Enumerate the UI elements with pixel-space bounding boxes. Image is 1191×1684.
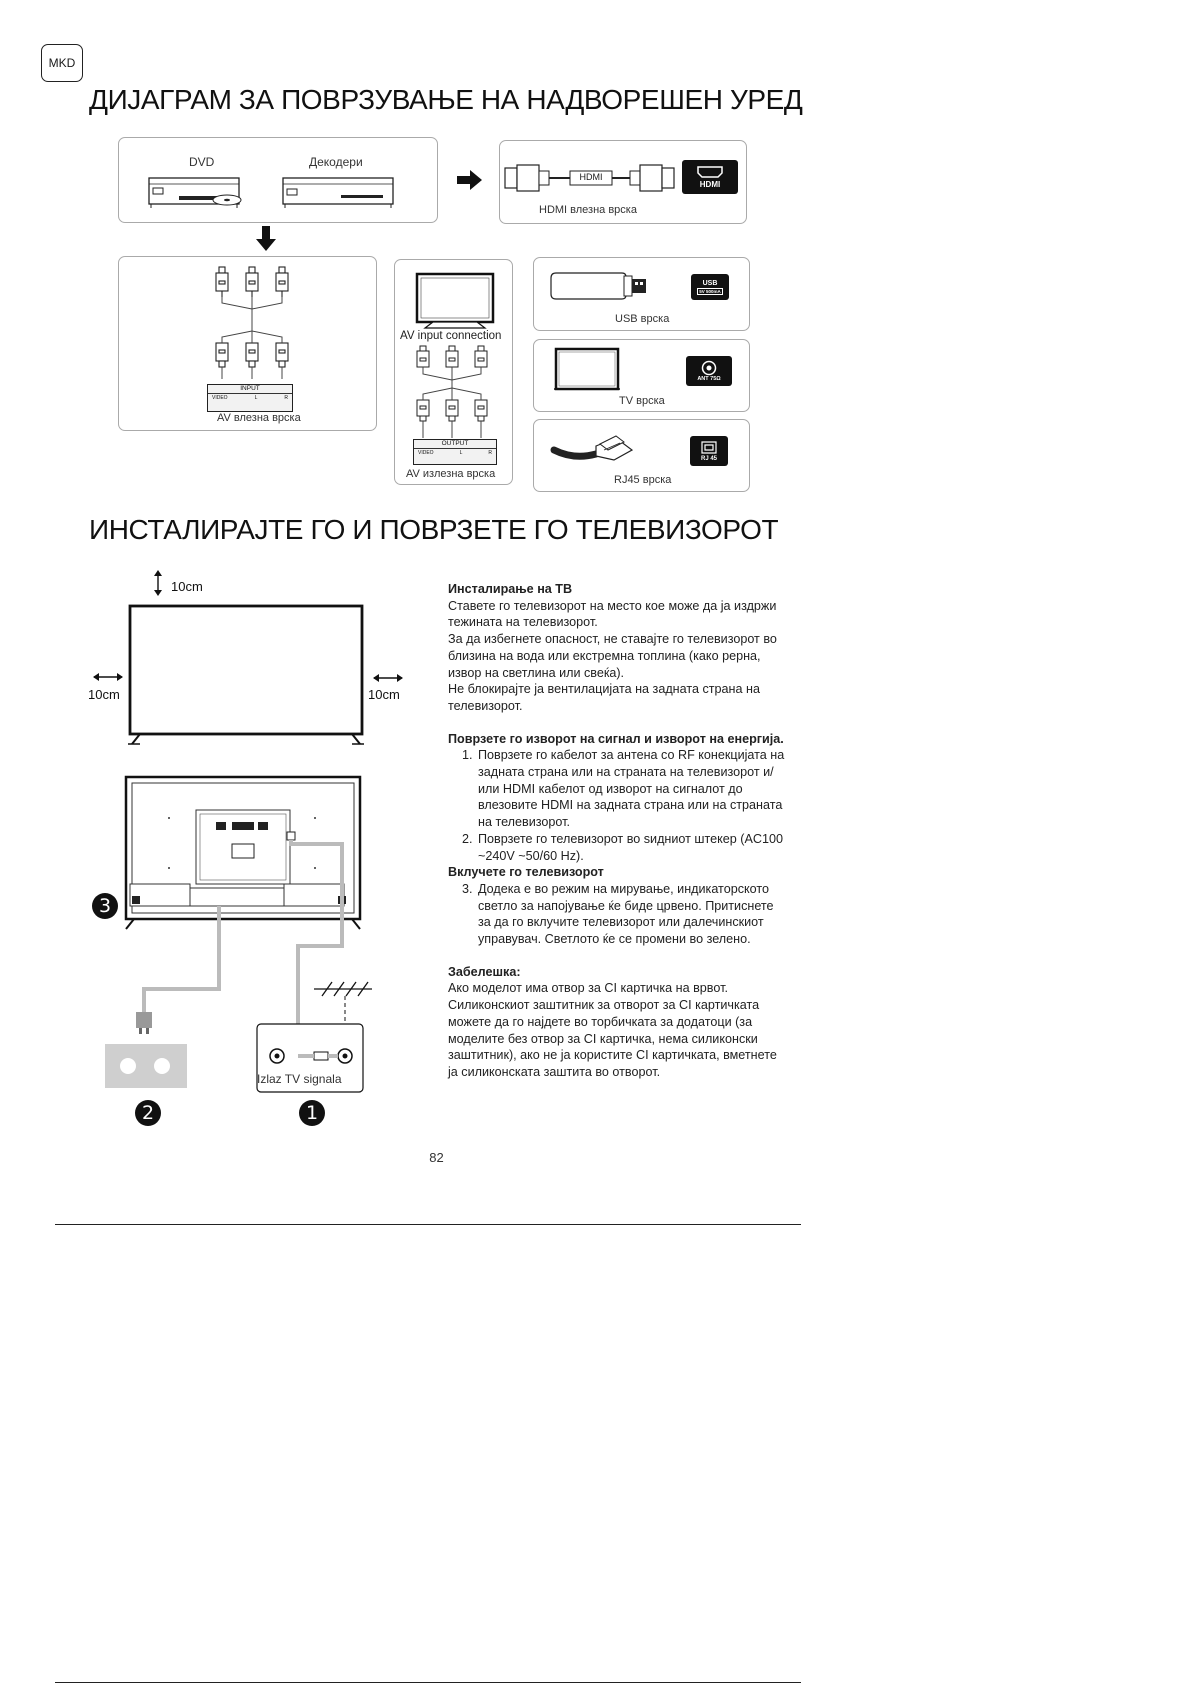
power-heading: Вклучете го телевизорот <box>448 865 604 880</box>
rj45-connection-box <box>533 419 750 492</box>
tv-caption: TV врска <box>619 395 665 407</box>
install-text: Ставете го телевизорот на место кое може да ја издржи тежината на телевизорот. За да избегнете опасност, не ставајте го телевизорот во близина на вода или екстремна топлина (како рерна, извор на светлина или свеќа). Не блокирајте ја вентилацијата на задната страна на телевизорот. <box>448 598 777 713</box>
rj45-caption: RJ45 врска <box>614 474 672 486</box>
tv-back-connection-diagram <box>92 774 392 1104</box>
av-input-box <box>118 256 377 431</box>
ethernet-port-icon <box>701 441 717 454</box>
hdmi-cable-label: HDMI <box>579 172 603 182</box>
bottom-divider <box>55 1682 801 1683</box>
av-input-panel: INPUT VIDEO L R <box>207 384 293 412</box>
hdmi-caption: HDMI влезна врска <box>539 204 637 216</box>
av-input-connection-label: AV input connection <box>400 330 502 342</box>
note-text: Ако моделот има отвор за CI картичка на врвот. Силиконскиот заштитник за отворот за CI картичката можете да го најдете во торбичката за додатоци (за моделите без отвор за CI картичка, нема силиконски заштитник), ако не ја користите CI картичката, вметнете ја силиконската заштита во отворот. <box>448 981 777 1079</box>
tv-front-clearance-diagram <box>84 570 414 760</box>
hdmi-port-icon <box>697 166 723 178</box>
page-number: 82 <box>429 1150 444 1165</box>
tv-connection-box <box>533 339 750 412</box>
rj45-port-badge: RJ 45 <box>690 436 728 466</box>
usb-connection-box <box>533 257 750 331</box>
clearance-right-label: 10cm <box>368 687 400 702</box>
arrow-down-icon <box>256 226 276 252</box>
step-1-marker: 1 <box>299 1100 325 1126</box>
section-title-connection-diagram: ДИЈАГРАМ ЗА ПОВРЗУВАЊЕ НА НАДВОРЕШЕН УРЕД <box>89 84 803 115</box>
dvd-decoder-illustration <box>119 138 439 224</box>
step-3-text: 3. Додека е во режим на мирување, индикаторското светло за напојување ќе биде црвено. Притиснете за да го вклучите телевизорот или далечинскиот управувач. Светлото ќе се промени во зелено. <box>476 881 788 948</box>
antenna-jack-icon <box>701 360 717 376</box>
language-badge: MKD <box>41 44 83 82</box>
step-3-marker: 3 <box>92 893 118 919</box>
av-output-panel: OUTPUT VIDEO L R <box>413 439 497 465</box>
antenna-port-badge: ANT 75Ω <box>686 356 732 386</box>
usb-caption: USB врска <box>615 313 670 325</box>
av-output-box <box>394 259 513 485</box>
section-title-install: ИНСТАЛИРАЈТЕ ГО И ПОВРЗЕТЕ ГО ТЕЛЕВИЗОРОТ <box>89 514 779 545</box>
instructions-column <box>448 581 788 1081</box>
arrow-right-icon <box>457 170 483 190</box>
usb-port-badge: USB 5V 500mA <box>691 274 729 300</box>
av-input-caption: AV влезна врска <box>217 412 301 424</box>
dvd-label: DVD <box>189 155 215 169</box>
page-divider <box>55 1224 801 1225</box>
step-1-text: 1. Поврзете го кабелот за антена со RF конекцијата на задната страна или на страната на телевизорот и/или HDMI кабелот од изворот на сигналот до влезовите HDMI на задната страна или на страната на телевизорот. <box>476 747 788 831</box>
av-output-caption: AV излезна врска <box>406 468 496 480</box>
clearance-left-label: 10cm <box>88 687 120 702</box>
clearance-top-label: 10cm <box>171 579 203 594</box>
step-2-text: 2. Поврзете го телевизорот во ѕидниот штекер (AC100 ~240V ~50/60 Hz). <box>476 831 788 864</box>
connect-heading: Поврзете го изворот на сигнал и изворот на енергија. <box>448 731 784 746</box>
hdmi-connection-box <box>499 140 747 224</box>
install-heading: Инсталирање на ТВ <box>448 582 573 596</box>
step-2-marker: 2 <box>135 1100 161 1126</box>
note-heading: Забелешка: <box>448 964 521 979</box>
decoder-label: Декодери <box>309 155 363 169</box>
signal-output-label: Izlaz TV signala <box>257 1072 342 1086</box>
source-devices-box <box>118 137 438 223</box>
hdmi-port-badge: HDMI <box>682 160 738 194</box>
